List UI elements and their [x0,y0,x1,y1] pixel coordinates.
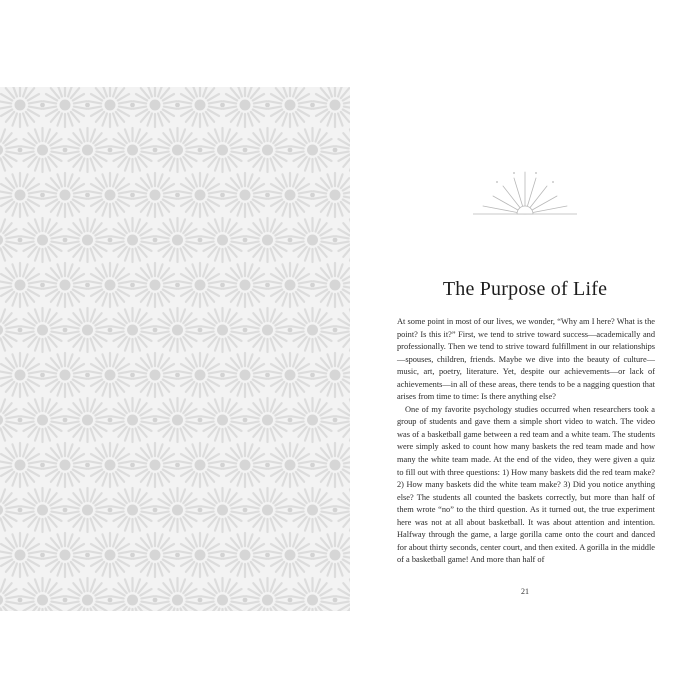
page-number: 21 [521,587,529,596]
decorative-pattern-page [0,87,350,611]
chapter-title: The Purpose of Life [442,278,608,300]
text-page [350,87,700,611]
sunburst-pattern-icon [0,87,350,611]
body-text [397,316,655,567]
rising-sun-icon [473,170,577,222]
paragraph: One of my favorite psychology studies occurred when researchers took a group of students and gave them a simple short video to watch. The video was of a basketball game between a red team and a white team. The students were simply asked to count how many baskets the red team made and how many the white team made. At the end of the video, they were given a quiz to fill out with three questions: 1) How many baskets did the red team make? 2) How many baskets did the white team make? 3) Did you notice anything else? The students all counted the baskets correctly, but more than half of them wrote “no” to the third question. As it turned out, the true experiment here was not at all about basketball. It was about attention and intention. Halfway through the game, a large gorilla came onto the court and danced for about thirty seconds, center court, and then exited. A gorilla in the middle of a basketball game! And more than half of [397,404,655,565]
paragraph: At some point in most of our lives, we wonder, “Why am I here? What is the point? Is this it?” First, we tend to strive toward success—academically and professionally. Then we tend to strive toward fulfillment in our relationships—spouses, children, friends. Maybe we dive into the beauty of culture—music, art, poetry, literature. Yet, despite our achievements—or lack of achievements—in all of these areas, there tends to be a nagging question that arises from time to time: Is there anything else? [397,317,655,402]
